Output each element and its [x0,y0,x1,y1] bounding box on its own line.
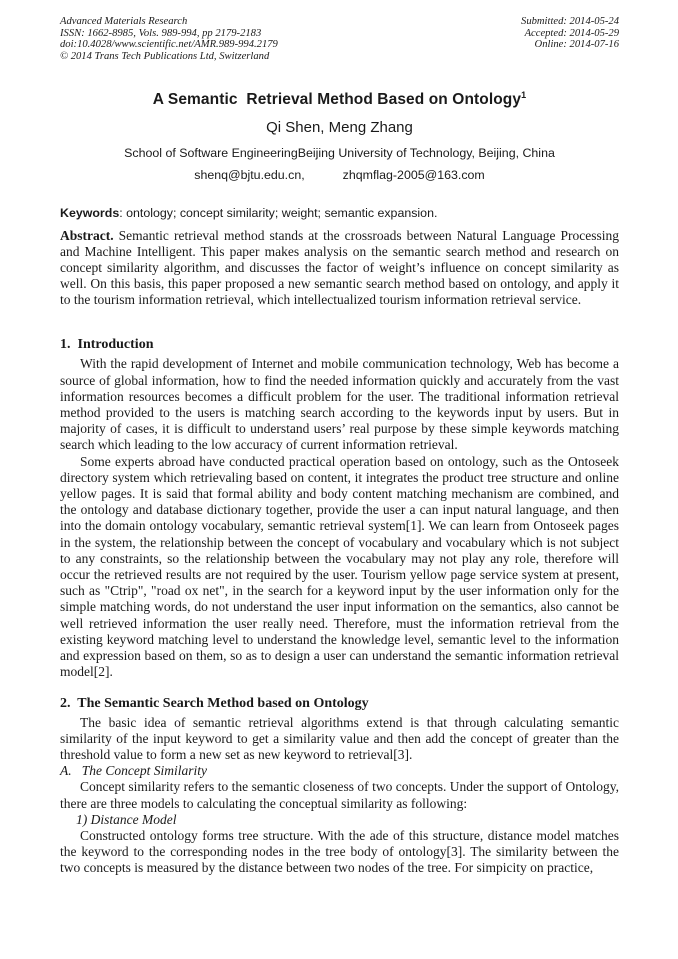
online-date: Online: 2014-07-16 [534,39,619,51]
keywords-line [60,206,619,221]
authors-line: Qi Shen, Meng Zhang [266,118,413,136]
journal-name: Advanced Materials Research [60,16,188,27]
distance-model-paragraph: Constructed ontology forms tree structure. With the ade of this structure, distance model matches the keyword to the corresponding nodes in the tree body of ontology[3]. The similarity between the two concepts is measured by the distance between two nodes of the tree. For simpicity on practice, [60,827,619,876]
section-2-heading: 2. The Semantic Search Method based on Ontology [60,695,369,711]
intro-paragraph-1: With the rapid development of Internet and mobile communication technology, Web has become a source of global information, how to find the needed information quickly and accurately from the vast information resources becomes a difficult problem for the user. The traditional information retrieval method provided to the users is matching search according to the keywords input by users. But in majority of cases, it is difficult to understand users’ real purpose by these simple keywords matching search which leading to the low accuracy of current information retrieval. [60,356,619,453]
email-author-1: shenq@bjtu.edu.cn, [194,167,305,182]
paper-title [60,86,619,109]
journal-doi: doi:10.4028/www.scientific.net/AMR.989-994.2179 [60,39,278,51]
title-footnote-marker: 1 [521,89,527,100]
method-intro-paragraph: The basic idea of semantic retrieval algorithms extend is that through calculating semantic similarity of the input keyword to get a similarity value and then add the concept of greater than the threshold value to form a new set as new keyword to retrieval[3]. [60,714,619,762]
journal-header [60,16,619,63]
abstract-text: Semantic retrieval method stands at the crossroads between Natural Language Processing and Machine Intelligent. This paper makes analysis on the semantic search method and research on concept similarity algorithm, and discusses the factor of weight’s influence on concept similarity as well. On this basis, this paper proposed a new semantic search method based on ontology, and apply it to the tourism information retrieval, which intellectualized tourism information retrieval service. [60,227,619,308]
submitted-date: Submitted: 2014-05-24 [521,16,619,27]
keywords-text: : ontology; concept similarity; weight; semantic expansion. [119,205,438,220]
submission-dates [521,16,619,63]
journal-issn-vols: ISSN: 1662-8985, Vols. 989-994, pp 2179-2183 [60,27,262,39]
journal-info [60,16,278,63]
subsection-a-paragraph: Concept similarity refers to the semantic closeness of two concepts. Under the support of Ontology, there are three models to calculating the conceptual similarity as following: [60,779,619,811]
distance-model-heading: 1) Distance Model [76,811,177,827]
affiliation-line: School of Software EngineeringBeijing University of Technology, Beijing, China [124,145,555,160]
accepted-date: Accepted: 2014-05-29 [524,27,619,39]
abstract-paragraph [60,228,619,308]
abstract-label: Abstract. [60,227,114,243]
paper-title-text: A Semantic Retrieval Method Based on Ontology [152,90,522,108]
subsection-a-heading: A. The Concept Similarity [60,763,207,779]
section-1-heading: 1. Introduction [60,337,154,353]
emails-line [60,168,619,183]
intro-paragraph-2: Some experts abroad have conducted practical operation based on ontology, such as the Ontoseek directory system which retrievaling based on content, it integrates the product tree structure and online yellow pages. It is said that formal ability and body content matching mechanism are combined, and the ontology and database dictionary together, provide the user a can input natural language, and then into the domain ontology vocabulary, semantic retrieval system[1]. We can learn from Ontoseek pages in the system, the relationship between the concept of vocabulary and vocabulary which is not subject to any constraints, so the relationship between the vocabulary may not play any role, therefore will occur the retrieved results are not required by the user. Tourism yellow page service system at present, such as "Ctrip", "road ox net", in the search for a keyword input by the user information only for the simple matching words, do not understand the user input information on the semantics, also cannot be well retrieved information the user really need. Therefore, must the information retrieval from the existing keyword matching level to understand the knowledge level, semantic level to the information and expression based on them, so as to design a user can understand the semantic information retrieval model[2]. [60,453,619,680]
email-author-2: zhqmflag-2005@163.com [342,167,485,182]
journal-copyright: © 2014 Trans Tech Publications Ltd, Switzerland [60,51,270,63]
keywords-label: Keywords [60,205,120,220]
